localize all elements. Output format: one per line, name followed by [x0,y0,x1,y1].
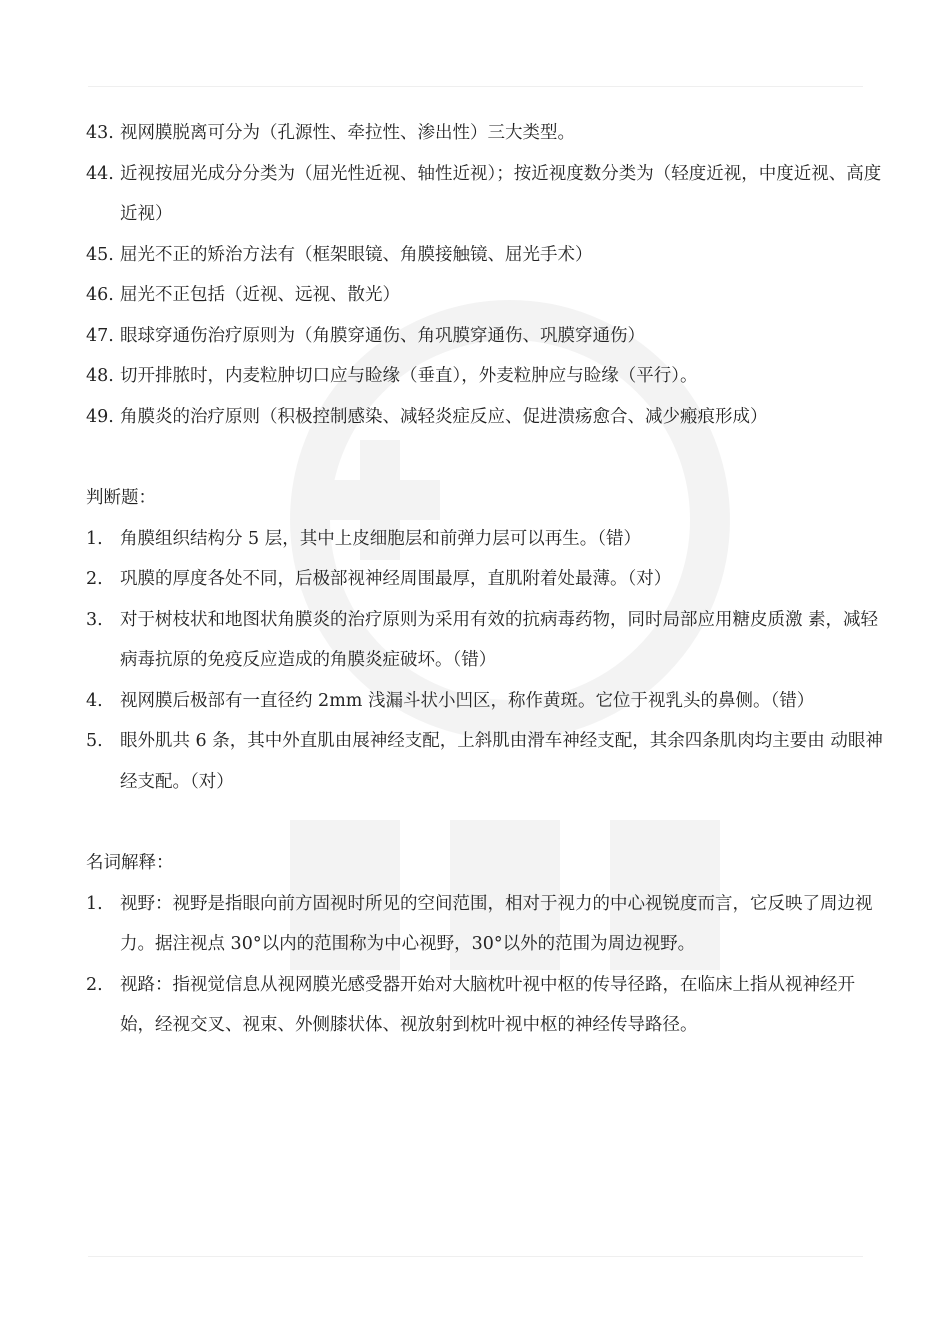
judgment-item [86,721,886,802]
item-text: 切开排脓时，内麦粒肿切口应与睑缘（垂直），外麦粒肿应与睑缘（平行）。 [120,366,698,386]
term-item [86,884,886,965]
header-rule [88,86,863,87]
item-text: 眼球穿通伤治疗原则为（角膜穿通伤、角巩膜穿通伤、巩膜穿通伤） [120,325,645,346]
item-number: 2. [86,569,103,589]
terms-list [86,884,886,1046]
item-text: 眼外肌共 6 条，其中外直肌由展神经支配，上斜肌由滑车神经支配，其余四条肌肉均主要由 动眼神经支配。（对） [120,731,883,792]
judgment-item [86,600,886,681]
item-number: 3. [86,609,103,630]
item-text: 视路：指视觉信息从视网膜光感受器开始对大脑枕叶视中枢的传导径路，在临床上指从视神经开始，经视交叉、视束、外侧膝状体、视放射到枕叶视中枢的神经传导路径。 [120,974,855,1035]
item-text: 视网膜脱离可分为（孔源性、牵拉性、渗出性）三大类型。 [120,123,575,143]
fill-in-item [86,356,886,397]
terms-section-title: 名词解释： [86,853,174,873]
item-number: 48. [86,366,114,386]
item-number: 1. [86,528,103,549]
item-text: 近视按屈光成分分类为（屈光性近视、轴性近视）；按近视度数分类为（轻度近视，中度近视、高度近视） [120,163,882,224]
judgment-section-title: 判断题： [86,488,156,508]
judgment-item [86,559,886,600]
document-body [86,113,886,1046]
term-item [86,965,886,1046]
item-number: 46. [86,285,114,305]
fill-in-item [86,154,886,235]
fill-in-item [86,275,886,316]
item-text: 视野：视野是指眼向前方固视时所见的空间范围，相对于视力的中心视锐度而言，它反映了周边视力。据注视点 30°以内的范围称为中心视野，30°以外的范围为周边视野。 [120,893,873,954]
fill-in-item [86,397,886,438]
item-number: 45. [86,244,114,265]
item-text: 屈光不正包括（近视、远视、散光） [120,285,400,305]
item-number: 2. [86,974,103,995]
item-number: 4. [86,690,103,711]
fill-in-item [86,316,886,357]
item-number: 5. [86,731,103,751]
item-text: 角膜组织结构分 5 层，其中上皮细胞层和前弹力层可以再生。（错） [120,528,642,549]
footer-rule [88,1256,863,1257]
item-text: 对于树枝状和地图状角膜炎的治疗原则为采用有效的抗病毒药物，同时局部应用糖皮质激 素，减轻病毒抗原的免疫反应造成的角膜炎症破坏。（错） [120,609,879,670]
item-text: 巩膜的厚度各处不同，后极部视神经周围最厚，直肌附着处最薄。（对） [120,569,672,589]
item-number: 47. [86,325,114,346]
item-number: 43. [86,123,114,143]
item-text: 视网膜后极部有一直径约 2mm 浅漏斗状小凹区，称作黄斑。它位于视乳头的鼻侧。（错） [120,690,815,711]
item-text: 屈光不正的矫治方法有（框架眼镜、角膜接触镜、屈光手术） [120,244,593,265]
judgment-item [86,681,886,722]
fill-in-item [86,235,886,276]
fill-in-item [86,113,886,154]
fill-in-list [86,113,886,437]
item-number: 44. [86,163,114,184]
item-text: 角膜炎的治疗原则（积极控制感染、减轻炎症反应、促进溃疡愈合、减少瘢痕形成） [120,406,768,427]
item-number: 49. [86,406,114,427]
judgment-list [86,519,886,803]
item-number: 1. [86,893,103,914]
judgment-item [86,519,886,560]
